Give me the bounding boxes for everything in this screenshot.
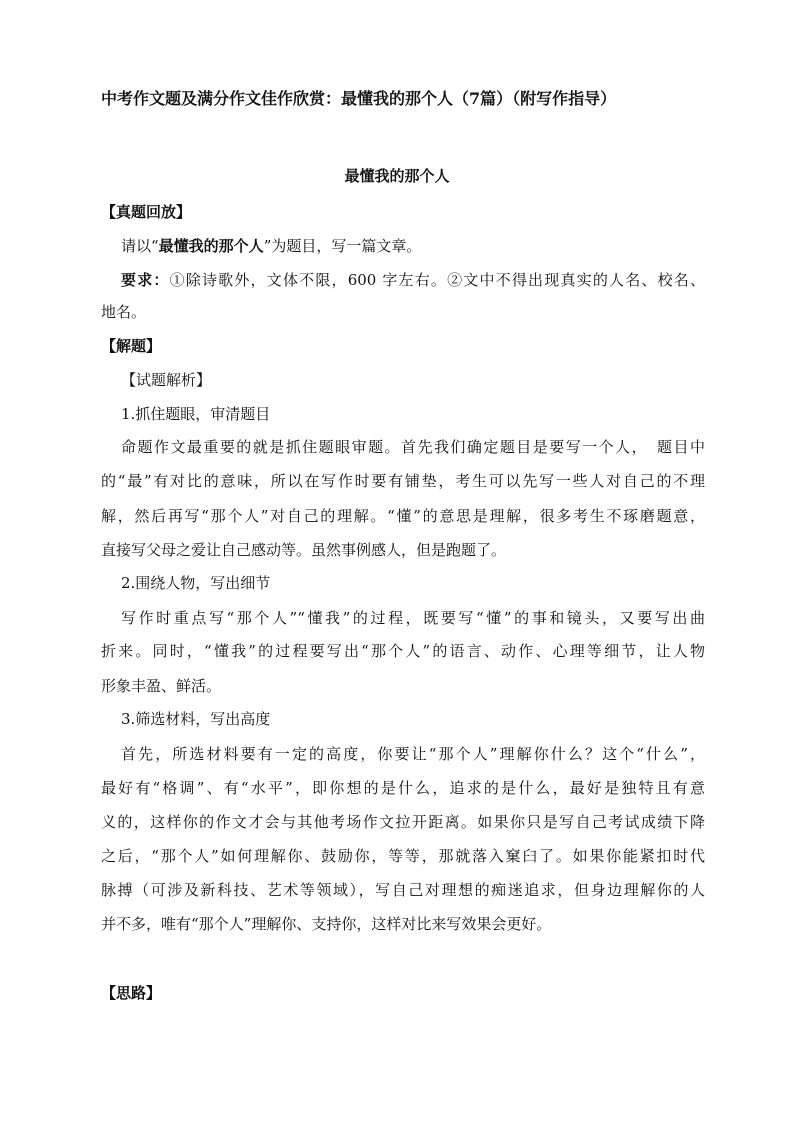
prompt-post: ”为题目，写一篇文章。: [263, 237, 422, 255]
document-title: 中考作文题及满分作文佳作欣赏：最懂我的那个人（7篇）（附写作指导）: [101, 89, 617, 108]
point-3-heading: 3.筛选材料，写出高度: [121, 710, 271, 728]
requirement-line-2: 地名。: [101, 303, 147, 321]
point-3-line-1: 首先，所选材料要有一定的高度，你要让“那个人”理解你什么？这个“什么”，: [121, 745, 705, 763]
point-2-line-1: 写作时重点写“那个人”“懂我”的过程，既要写“懂”的事和镜头，又要写出曲: [121, 609, 705, 627]
requirement-line-1: [121, 270, 705, 290]
subheading-shiti: 【试题解析】: [121, 371, 212, 389]
section-heading-jieti: 【解题】: [101, 337, 162, 355]
point-1-line-4: 直接写父母之爱让自己感动等。虽然事例感人，但是跑题了。: [101, 541, 507, 559]
point-2-heading: 2.围绕人物，写出细节: [121, 574, 271, 592]
essay-title: 最懂我的那个人: [344, 167, 450, 185]
point-1-line-3: 解，然后再写“那个人”对自己的理解。“懂”的意思是理解，很多考生不琢磨题意，: [101, 507, 705, 525]
prompt-topic: 最懂我的那个人: [158, 237, 264, 255]
point-2-line-2: 折来。同时，“懂我”的过程要写出“那个人”的语言、动作、心理等细节，让人物: [101, 642, 705, 660]
point-1-line-1: 命题作文最重要的就是抓住题眼审题。首先我们确定题目是要写一个人， 题目中: [121, 438, 705, 456]
point-3-line-5: 脉搏（可涉及新科技、艺术等领域），写自己对理想的痴迷追求，但身边理解你的人: [101, 881, 705, 899]
point-3-line-6: 并不多，唯有“那个人”理解你、支持你，这样对比来写效果会更好。: [101, 915, 552, 933]
point-3-line-2: 最好有“格调”、有“水平”，即你想的是什么，追求的是什么，最好是独特且有意: [101, 779, 705, 797]
prompt-line: [121, 236, 421, 256]
point-2-line-3: 形象丰盈、鲜活。: [101, 677, 222, 695]
point-1-heading: 1.抓住题眼，审清题目: [121, 405, 271, 423]
requirement-text: ①除诗歌外，文体不限，600 字左右。②文中不得出现真实的人名、校名、: [169, 271, 705, 289]
section-heading-silu: 【思路】: [101, 984, 162, 1002]
prompt-pre: 请以“: [121, 237, 159, 255]
section-heading-zhenti: 【真题回放】: [101, 203, 192, 221]
point-3-line-4: 之后，“那个人”如何理解你、鼓励你，等等，那就落入窠臼了。如果你能紧扣时代: [101, 847, 705, 865]
point-3-line-3: 义的，这样你的作文才会与其他考场作文拉开距离。如果你只是写自己考试成绩下降: [101, 813, 705, 831]
point-1-line-2: 的“最”有对比的意味，所以在写作时要有铺垫，考生可以先写一些人对自己的不理: [101, 472, 705, 490]
requirement-label: 要求：: [121, 271, 170, 289]
